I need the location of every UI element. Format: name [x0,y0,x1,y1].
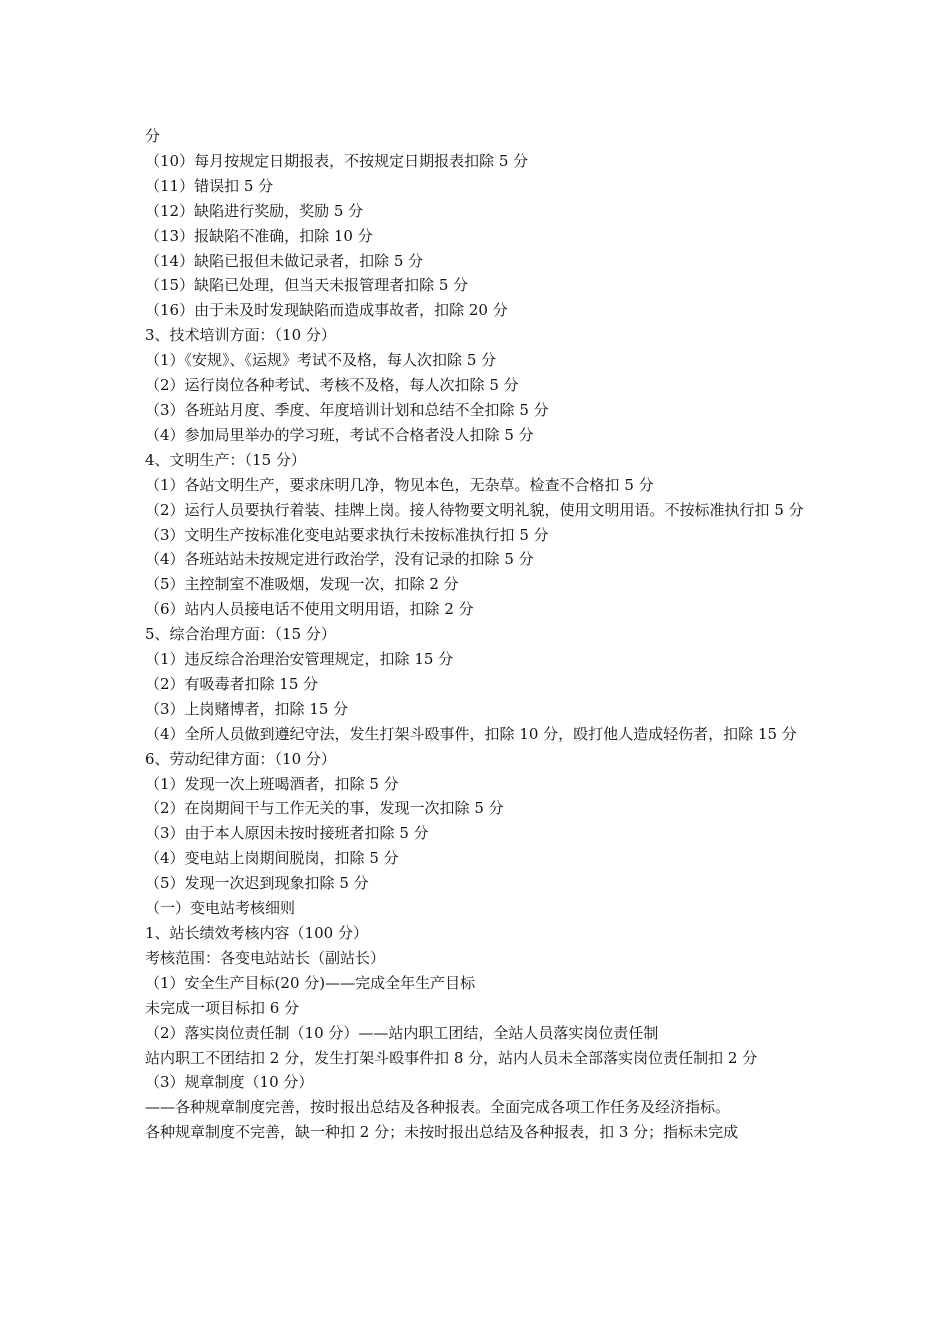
text-line: （6）站内人员接电话不使用文明用语，扣除 2 分 [145,600,474,619]
text-line: （5）主控制室不准吸烟，发现一次，扣除 2 分 [145,575,459,594]
text-line: （16）由于未及时发现缺陷而造成事故者，扣除 20 分 [145,301,508,320]
section-heading: （一）变电站考核细则 [145,899,296,918]
text-line: （1）安全生产目标(20 分)——完成全年生产目标 [145,973,476,992]
section-heading: 4、文明生产：（15 分） [145,450,306,469]
text-line: （14）缺陷已报但未做记录者，扣除 5 分 [145,251,424,270]
text-paragraph: 站内职工不团结扣 2 分，发生打架斗殴事件扣 8 分，站内人员未全部落实岗位责任制扣 2 分 [145,1048,758,1067]
document-body [145,124,810,1145]
text-line: （13）报缺陷不准确，扣除 10 分 [145,226,373,245]
text-line: （3）规章制度（10 分） [145,1073,314,1092]
section-heading: 6、劳动纪律方面：（10 分） [145,749,336,768]
text-line: （2）落实岗位责任制（10 分）——站内职工团结，全站人员落实岗位责任制 [145,1023,659,1042]
text-line: （15）缺陷已处理，但当天未报管理者扣除 5 分 [145,276,469,295]
text-line: （3）文明生产按标准化变电站要求执行未按标准执行扣 5 分 [145,525,549,544]
text-line: （2）运行岗位各种考试、考核不及格，每人次扣除 5 分 [145,376,519,395]
text-line: （11）错误扣 5 分 [145,176,274,195]
section-heading: 5、综合治理方面：（15 分） [145,625,336,644]
text-line: （12）缺陷进行奖励，奖励 5 分 [145,201,364,220]
section-heading: 3、技术培训方面：（10 分） [145,326,336,345]
text-line: 各种规章制度不完善，缺一种扣 2 分；未按时报出总结及各种报表，扣 3 分；指标未完成 [145,1123,739,1142]
text-line: （3）上岗赌博者，扣除 15 分 [145,699,349,718]
text-line: （2）有吸毒者扣除 15 分 [145,674,319,693]
section-heading: 1、站长绩效考核内容（100 分） [145,924,368,942]
text-line: （3）各班站月度、季度、年度培训计划和总结不全扣除 5 分 [145,400,549,419]
text-line: ——各种规章制度完善，按时报出总结及各种报表。全面完成各项工作任务及经济指标。 [145,1098,731,1117]
text-line: （1）违反综合治理治安管理规定，扣除 15 分 [145,650,454,669]
text-paragraph: （4）全所人员做到遵纪守法，发生打架斗殴事件，扣除 10 分，殴打他人造成轻伤者，扣除 15 分 [145,724,797,743]
text-line: （3）由于本人原因未按时接班者扣除 5 分 [145,824,429,843]
text-line: 未完成一项目标扣 6 分 [145,998,300,1017]
text-line: （4）变电站上岗期间脱岗，扣除 5 分 [145,849,399,868]
text-line: 分 [145,127,161,145]
text-line: （4）各班站站未按规定进行政治学，没有记录的扣除 5 分 [145,550,534,569]
text-line: （1）《安规》、《运规》考试不及格，每人次扣除 5 分 [145,351,497,370]
text-line: （1）发现一次上班喝酒者，扣除 5 分 [145,774,399,793]
text-line: （1）各站文明生产，要求床明几净，物见本色，无杂草。检查不合格扣 5 分 [145,475,654,494]
text-line: （2）在岗期间干与工作无关的事，发现一次扣除 5 分 [145,799,504,818]
text-line: 考核范围：各变电站站长（副站长） [145,948,386,967]
text-line: （10）每月按规定日期报表，不按规定日期报表扣除 5 分 [145,151,529,170]
text-line: （4）参加局里举办的学习班，考试不合格者没人扣除 5 分 [145,425,534,444]
text-line: （5）发现一次迟到现象扣除 5 分 [145,874,369,893]
text-paragraph: （2）运行人员要执行着装、挂牌上岗。接人待物要文明礼貌，使用文明用语。不按标准执行扣 5 分 [145,500,804,519]
